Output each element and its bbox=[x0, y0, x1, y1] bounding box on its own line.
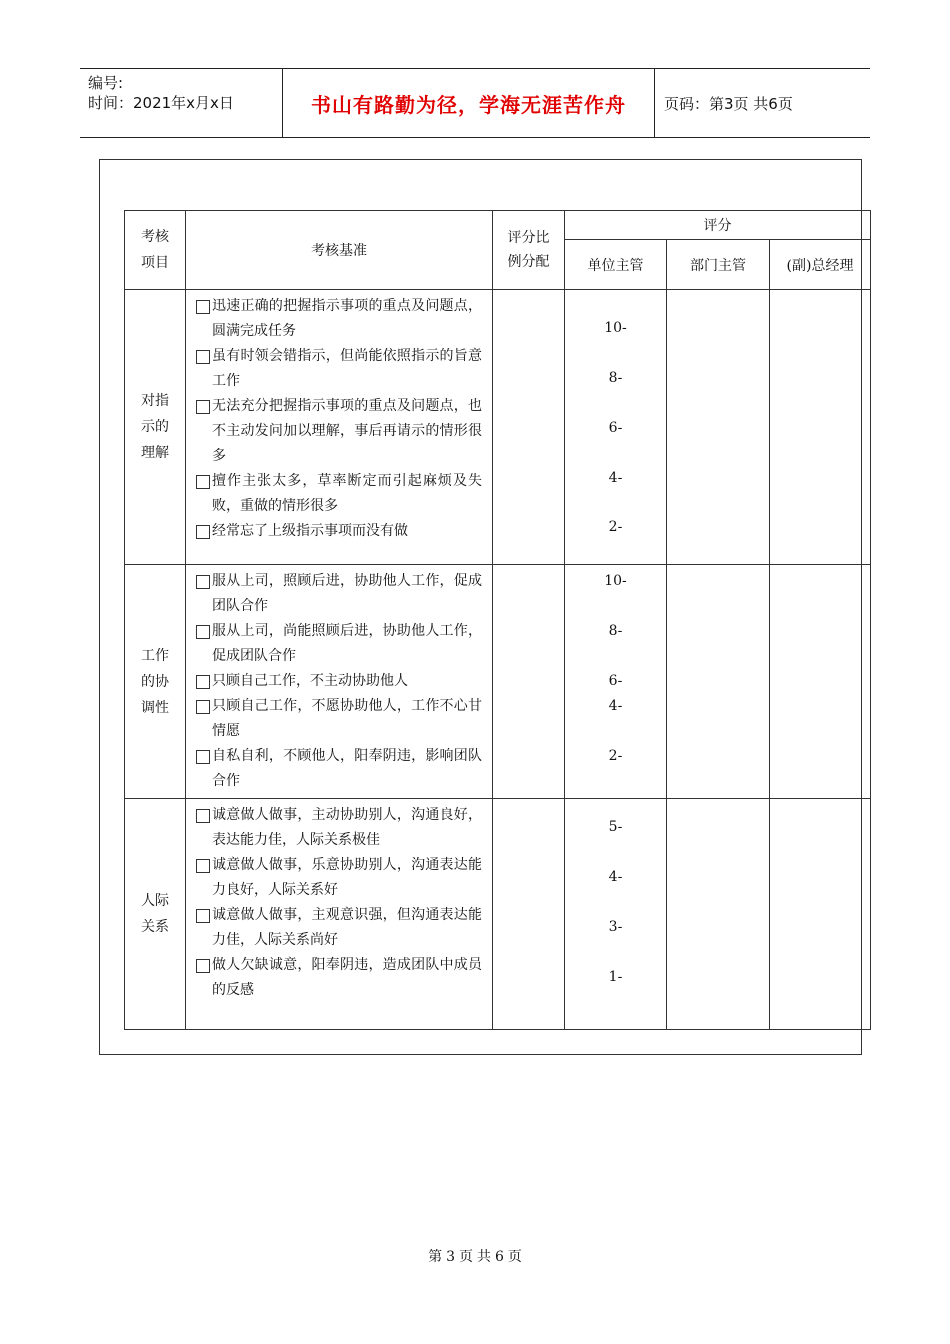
unit-score-cell[interactable] bbox=[565, 799, 667, 1030]
criteria-text: 只顾自己工作，不愿协助他人，工作不心甘情愿 bbox=[212, 698, 482, 739]
header-criteria: 考核基准 bbox=[186, 211, 493, 290]
header-ratio bbox=[493, 211, 565, 290]
header-unit-supervisor: 单位主管 bbox=[565, 240, 667, 290]
checkbox-icon[interactable] bbox=[196, 575, 210, 589]
header-page-info: 页码：第3页 共6页 bbox=[664, 94, 793, 113]
section-title-line: 的协 bbox=[141, 673, 169, 690]
ratio-cell[interactable] bbox=[493, 565, 565, 799]
criteria-item bbox=[196, 803, 482, 853]
score-option: 6- bbox=[608, 420, 623, 436]
score-option: 1- bbox=[608, 969, 623, 985]
section-title-line: 示的 bbox=[141, 419, 169, 435]
page-footer bbox=[0, 1246, 950, 1266]
table-row bbox=[125, 565, 871, 799]
header-divider bbox=[654, 69, 655, 137]
evaluation-table bbox=[124, 210, 871, 1030]
footer-page-number: 3 bbox=[446, 1249, 455, 1265]
score-option: 2- bbox=[608, 748, 623, 764]
checkbox-icon[interactable] bbox=[196, 809, 210, 823]
score-option: 5- bbox=[608, 819, 623, 835]
section-title-line: 调性 bbox=[141, 699, 169, 716]
score-option: 10- bbox=[604, 573, 627, 589]
criteria-item bbox=[196, 619, 482, 669]
score-option: 10- bbox=[604, 320, 627, 336]
score-option: 4- bbox=[608, 470, 623, 486]
criteria-item bbox=[196, 669, 482, 694]
criteria-item bbox=[196, 469, 482, 519]
section-title-line: 关系 bbox=[141, 919, 169, 935]
criteria-text: 迅速正确的把握指示事项的重点及问题点，圆满完成任务 bbox=[212, 298, 482, 339]
checkbox-icon[interactable] bbox=[196, 909, 210, 923]
dept-score-cell[interactable] bbox=[667, 799, 770, 1030]
dept-score-cell[interactable] bbox=[667, 290, 770, 565]
criteria-text: 经常忘了上级指示事项而没有做 bbox=[212, 523, 408, 539]
ratio-cell[interactable] bbox=[493, 290, 565, 565]
score-option: 6- bbox=[608, 673, 623, 689]
criteria-text: 擅作主张太多，草率断定而引起麻烦及失败，重做的情形很多 bbox=[212, 473, 482, 514]
table-row bbox=[125, 799, 871, 1030]
criteria-item bbox=[196, 294, 482, 344]
score-option: 4- bbox=[608, 869, 623, 885]
criteria-cell bbox=[186, 565, 493, 799]
header-item bbox=[125, 211, 186, 290]
footer-word: 第 bbox=[428, 1249, 443, 1265]
criteria-text: 服从上司，尚能照顾后进，协助他人工作，促成团队合作 bbox=[212, 623, 482, 664]
dept-score-cell[interactable] bbox=[667, 565, 770, 799]
section-title bbox=[125, 799, 186, 1030]
criteria-text: 诚意做人做事，乐意协助别人，沟通表达能力良好，人际关系好 bbox=[212, 857, 482, 898]
checkbox-icon[interactable] bbox=[196, 959, 210, 973]
footer-word: 共 bbox=[477, 1249, 491, 1265]
criteria-text: 无法充分把握指示事项的重点及问题点，也不主动发问加以理解，事后再请示的情形很多 bbox=[212, 398, 482, 464]
criteria-item bbox=[196, 344, 482, 394]
footer-total-pages: 6 bbox=[495, 1249, 504, 1265]
header-item-line: 考核 bbox=[141, 229, 169, 245]
section-title-line: 人际 bbox=[141, 893, 169, 909]
score-option: 8- bbox=[608, 370, 623, 386]
section-title-line: 理解 bbox=[141, 445, 169, 461]
criteria-item bbox=[196, 394, 482, 469]
footer-word: 页 bbox=[507, 1249, 522, 1265]
ratio-cell[interactable] bbox=[493, 799, 565, 1030]
score-option: 3- bbox=[608, 919, 623, 935]
score-option: 2- bbox=[608, 519, 623, 535]
criteria-text: 服从上司，照顾后进，协助他人工作，促成团队合作 bbox=[212, 573, 482, 614]
header-motto: 书山有路勤为径，学海无涯苦作舟 bbox=[311, 92, 626, 117]
checkbox-icon[interactable] bbox=[196, 675, 210, 689]
criteria-text: 诚意做人做事，主动协助别人，沟通良好，表达能力佳，人际关系极佳 bbox=[212, 807, 482, 848]
criteria-cell bbox=[186, 799, 493, 1030]
time-label: 时间：2021年x月x日 bbox=[88, 94, 234, 112]
checkbox-icon[interactable] bbox=[196, 475, 210, 489]
checkbox-icon[interactable] bbox=[196, 300, 210, 314]
section-title-line: 对指 bbox=[141, 393, 169, 409]
criteria-text: 只顾自己工作，不主动协助他人 bbox=[212, 673, 408, 689]
footer-word: 页 bbox=[459, 1249, 473, 1265]
gm-score-cell[interactable] bbox=[770, 799, 871, 1030]
unit-score-cell[interactable] bbox=[565, 290, 667, 565]
header-meta bbox=[88, 73, 284, 113]
score-option: 4- bbox=[608, 698, 623, 714]
checkbox-icon[interactable] bbox=[196, 525, 210, 539]
header-ratio-line: 评分比 bbox=[507, 230, 550, 246]
table-row bbox=[125, 290, 871, 565]
checkbox-icon[interactable] bbox=[196, 750, 210, 764]
gm-score-cell[interactable] bbox=[770, 290, 871, 565]
checkbox-icon[interactable] bbox=[196, 400, 210, 414]
header-item-line: 项目 bbox=[141, 255, 169, 271]
section-title bbox=[125, 290, 186, 565]
criteria-item bbox=[196, 744, 482, 794]
section-title bbox=[125, 565, 186, 799]
criteria-text: 虽有时领会错指示，但尚能依照指示的旨意工作 bbox=[212, 348, 482, 389]
score-option: 8- bbox=[608, 623, 623, 639]
page-header bbox=[80, 68, 870, 138]
criteria-item bbox=[196, 519, 482, 544]
header-ratio-line: 例分配 bbox=[507, 254, 550, 270]
checkbox-icon[interactable] bbox=[196, 859, 210, 873]
unit-score-cell[interactable] bbox=[565, 565, 667, 799]
criteria-item bbox=[196, 953, 482, 1003]
checkbox-icon[interactable] bbox=[196, 350, 210, 364]
criteria-text: 诚意做人做事，主观意识强，但沟通表达能力佳，人际关系尚好 bbox=[212, 907, 482, 948]
section-title-line: 工作 bbox=[141, 647, 169, 664]
header-score: 评分 bbox=[565, 211, 871, 240]
criteria-item bbox=[196, 903, 482, 953]
checkbox-icon[interactable] bbox=[196, 700, 210, 714]
criteria-text: 自私自利，不顾他人，阳奉阴违，影响团队合作 bbox=[212, 748, 482, 789]
checkbox-icon[interactable] bbox=[196, 625, 210, 639]
number-label: 编号: bbox=[88, 74, 124, 92]
criteria-item bbox=[196, 694, 482, 744]
header-general-manager: (副)总经理 bbox=[770, 240, 871, 290]
criteria-text: 做人欠缺诚意，阳奉阴违，造成团队中成员的反感 bbox=[212, 957, 482, 998]
criteria-item bbox=[196, 853, 482, 903]
header-dept-supervisor: 部门主管 bbox=[667, 240, 770, 290]
criteria-cell bbox=[186, 290, 493, 565]
criteria-item bbox=[196, 569, 482, 619]
gm-score-cell[interactable] bbox=[770, 565, 871, 799]
